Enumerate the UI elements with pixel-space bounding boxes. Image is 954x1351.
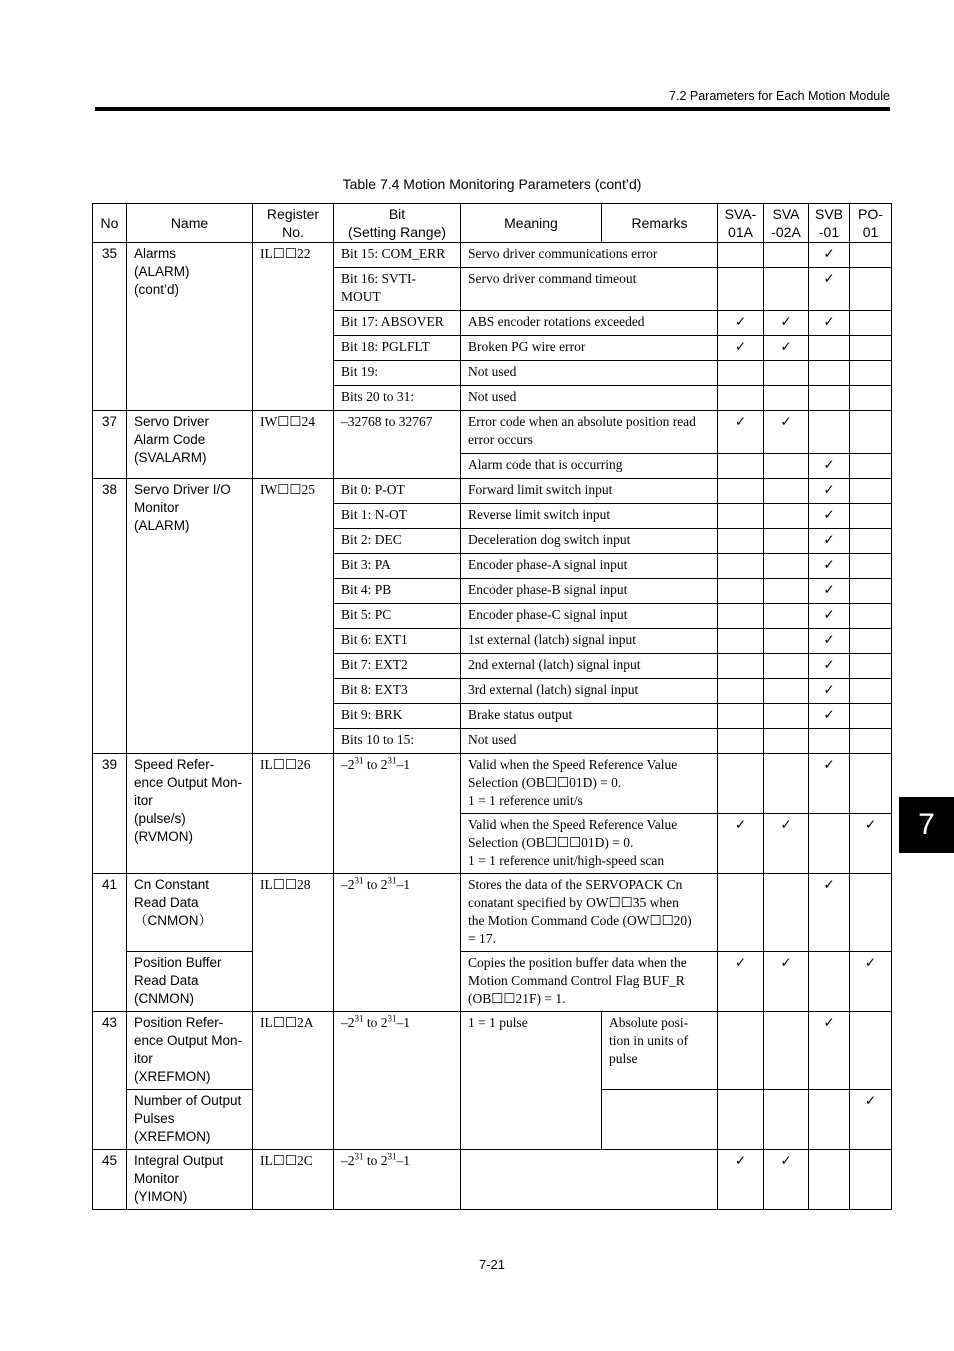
check-sva01a: ✓ <box>718 814 764 874</box>
check-svb01: ✓ <box>809 454 850 479</box>
param-name <box>127 874 253 952</box>
meaning-cell: Encoder phase-C signal input <box>461 604 718 629</box>
range-suffix: –1 <box>396 877 411 892</box>
check-sva01a: ✓ <box>718 411 764 454</box>
check-po01 <box>850 386 892 411</box>
name-line: Cn Constant <box>134 877 210 892</box>
check-svb01: ✓ <box>809 754 850 814</box>
check-po01 <box>850 679 892 704</box>
col-header-line: 01 <box>862 224 879 240</box>
range-exp: 31 <box>387 1013 397 1024</box>
bit-range <box>334 1150 461 1210</box>
col-header-sva01a <box>718 204 764 243</box>
meaning-line: conatant specified by OW☐☐35 when <box>468 895 679 910</box>
check-po01 <box>850 629 892 654</box>
check-sva02a <box>764 243 809 268</box>
check-sva02a <box>764 268 809 311</box>
meaning-cell <box>461 814 718 874</box>
check-sva02a <box>764 454 809 479</box>
name-line: ence Output Mon- <box>134 1033 243 1048</box>
check-sva01a <box>718 654 764 679</box>
col-header-register-line: No. <box>282 224 304 240</box>
table-row <box>93 1012 892 1090</box>
check-sva01a: ✓ <box>718 311 764 336</box>
meaning-cell <box>461 411 718 454</box>
check-sva01a <box>718 629 764 654</box>
check-svb01: ✓ <box>809 243 850 268</box>
param-no: 43 <box>93 1012 127 1150</box>
bit-cell: Bit 3: PA <box>334 554 461 579</box>
col-header-line: -01 <box>818 224 840 240</box>
col-header-sva02a <box>764 204 809 243</box>
name-line: Servo Driver I/O <box>134 482 231 497</box>
check-po01 <box>850 336 892 361</box>
check-po01 <box>850 268 892 311</box>
bit-cell: Bit 5: PC <box>334 604 461 629</box>
meaning-cell: Reverse limit switch input <box>461 504 718 529</box>
name-line: Position Refer- <box>134 1015 224 1030</box>
meaning-cell <box>461 952 718 1012</box>
param-name <box>127 411 253 479</box>
name-line: Monitor <box>134 500 180 515</box>
meaning-line: Stores the data of the SERVOPACK Cn <box>468 877 683 892</box>
meaning-line: 1 = 1 reference unit/s <box>468 793 583 808</box>
name-line: （CNMON） <box>134 913 212 928</box>
check-sva01a <box>718 361 764 386</box>
check-po01 <box>850 729 892 754</box>
param-no: 45 <box>93 1150 127 1210</box>
bit-cell: Bits 20 to 31: <box>334 386 461 411</box>
check-sva01a: ✓ <box>718 336 764 361</box>
check-sva01a <box>718 679 764 704</box>
check-po01 <box>850 704 892 729</box>
range-suffix: –1 <box>396 1015 411 1030</box>
table-row <box>93 479 892 504</box>
check-svb01: ✓ <box>809 654 850 679</box>
bit-range <box>334 1012 461 1150</box>
meaning-line: 1 = 1 reference unit/high-speed scan <box>468 853 665 868</box>
name-line: Servo Driver <box>134 414 210 429</box>
meaning-cell: 1 = 1 pulse <box>461 1012 602 1150</box>
register-no: IL☐☐2A <box>253 1012 334 1150</box>
name-line: (cont’d) <box>134 282 180 297</box>
check-svb01: ✓ <box>809 554 850 579</box>
range-prefix: –2 <box>341 757 355 772</box>
check-sva01a <box>718 704 764 729</box>
range-suffix: –1 <box>396 757 411 772</box>
check-po01: ✓ <box>850 952 892 1012</box>
check-sva01a <box>718 1012 764 1090</box>
meaning-cell <box>461 754 718 814</box>
check-sva02a <box>764 386 809 411</box>
meaning-line: Selection (OB☐☐01D) = 0. <box>468 775 622 790</box>
col-header-register-line: Register <box>266 206 320 222</box>
check-sva02a <box>764 874 809 952</box>
meaning-cell <box>461 874 718 952</box>
meaning-line: the Motion Command Code (OW☐☐20) <box>468 913 692 928</box>
param-no: 41 <box>93 874 127 1012</box>
bit-cell <box>334 268 461 311</box>
col-header-po01 <box>850 204 892 243</box>
name-line: Monitor <box>134 1171 180 1186</box>
range-exp: 31 <box>387 1151 397 1162</box>
check-po01 <box>850 411 892 454</box>
name-line: Alarm Code <box>134 432 206 447</box>
name-line: ence Output Mon- <box>134 775 243 790</box>
range-prefix: –2 <box>341 877 355 892</box>
param-name <box>127 952 253 1012</box>
check-sva01a <box>718 504 764 529</box>
check-svb01: ✓ <box>809 1012 850 1090</box>
bit-cell: Bit 6: EXT1 <box>334 629 461 654</box>
col-header-remarks: Remarks <box>602 204 718 243</box>
chapter-tab: 7 <box>899 797 954 853</box>
check-po01 <box>850 554 892 579</box>
check-sva02a <box>764 504 809 529</box>
header-rule <box>95 107 890 111</box>
table-caption: Table 7.4 Motion Monitoring Parameters (cont’d) <box>342 176 642 192</box>
register-no: IW☐☐25 <box>253 479 334 754</box>
name-line: Speed Refer- <box>134 757 215 772</box>
bit-range <box>334 754 461 874</box>
name-line: Alarms <box>134 246 177 261</box>
remarks-line: tion in units of <box>609 1033 689 1048</box>
col-header-line: -02A <box>771 224 801 240</box>
bit-cell: Bit 7: EXT2 <box>334 654 461 679</box>
col-header-name: Name <box>127 204 253 243</box>
meaning-cell: 1st external (latch) signal input <box>461 629 718 654</box>
check-sva01a <box>718 874 764 952</box>
meaning-line: error occurs <box>468 432 533 447</box>
remarks-cell <box>602 1090 718 1150</box>
meaning-line: Motion Command Control Flag BUF_R <box>468 973 685 988</box>
check-sva01a <box>718 454 764 479</box>
name-line: Pulses <box>134 1111 175 1126</box>
check-sva02a <box>764 729 809 754</box>
col-header-line: PO- <box>858 206 883 222</box>
register-no: IL☐☐22 <box>253 243 334 411</box>
check-po01: ✓ <box>850 1090 892 1150</box>
check-svb01: ✓ <box>809 579 850 604</box>
meaning-line: = 17. <box>468 931 496 946</box>
name-line: Read Data <box>134 895 199 910</box>
meaning-cell: Brake status output <box>461 704 718 729</box>
col-header-bit <box>334 204 461 243</box>
meaning-cell: ABS encoder rotations exceeded <box>461 311 718 336</box>
range-exp: 31 <box>354 1151 364 1162</box>
bit-cell: Bit 19: <box>334 361 461 386</box>
check-svb01 <box>809 952 850 1012</box>
remarks-cell <box>602 1012 718 1090</box>
bit-cell: Bits 10 to 15: <box>334 729 461 754</box>
col-header-line: SVA <box>772 206 800 222</box>
col-header-line: 01A <box>728 224 753 240</box>
range-prefix: –2 <box>341 1015 355 1030</box>
col-header-no: No <box>93 204 127 243</box>
page-number: 7-21 <box>478 1257 506 1272</box>
meaning-cell: 2nd external (latch) signal input <box>461 654 718 679</box>
check-svb01 <box>809 361 850 386</box>
range-suffix: –1 <box>396 1153 411 1168</box>
check-sva02a: ✓ <box>764 814 809 874</box>
meaning-cell <box>461 1150 718 1210</box>
check-sva01a <box>718 1090 764 1150</box>
check-po01 <box>850 479 892 504</box>
meaning-cell: Not used <box>461 361 718 386</box>
check-svb01 <box>809 1150 850 1210</box>
register-no: IL☐☐28 <box>253 874 334 1012</box>
bit-cell: Bit 1: N-OT <box>334 504 461 529</box>
table-row <box>93 1150 892 1210</box>
check-po01 <box>850 454 892 479</box>
check-svb01 <box>809 411 850 454</box>
param-name <box>127 1150 253 1210</box>
remarks-line: pulse <box>609 1051 638 1066</box>
meaning-cell: Servo driver communications error <box>461 243 718 268</box>
check-sva02a: ✓ <box>764 336 809 361</box>
bit-cell: Bit 15: COM_ERR <box>334 243 461 268</box>
check-po01 <box>850 504 892 529</box>
name-line: (ALARM) <box>134 264 190 279</box>
meaning-cell: Encoder phase-A signal input <box>461 554 718 579</box>
check-sva01a <box>718 479 764 504</box>
check-sva01a <box>718 554 764 579</box>
param-no: 37 <box>93 411 127 479</box>
check-svb01 <box>809 1090 850 1150</box>
meaning-line: Error code when an absolute position read <box>468 414 696 429</box>
col-header-bit-line: (Setting Range) <box>347 224 447 240</box>
check-po01 <box>850 604 892 629</box>
name-line: (XREFMON) <box>134 1129 211 1144</box>
check-sva02a <box>764 1012 809 1090</box>
bit-cell: –32768 to 32767 <box>334 411 461 479</box>
table-row <box>93 754 892 814</box>
check-svb01: ✓ <box>809 529 850 554</box>
bit-cell: Bit 8: EXT3 <box>334 679 461 704</box>
range-exp: 31 <box>387 755 397 766</box>
col-header-register <box>253 204 334 243</box>
motion-monitoring-parameters-table <box>92 203 892 1210</box>
check-svb01 <box>809 336 850 361</box>
check-sva02a <box>764 579 809 604</box>
check-sva02a: ✓ <box>764 952 809 1012</box>
check-po01 <box>850 1012 892 1090</box>
check-sva02a <box>764 754 809 814</box>
meaning-cell: Not used <box>461 386 718 411</box>
range-mid: to 2 <box>363 877 388 892</box>
check-sva01a <box>718 729 764 754</box>
check-po01 <box>850 654 892 679</box>
check-po01: ✓ <box>850 814 892 874</box>
meaning-cell: Encoder phase-B signal input <box>461 579 718 604</box>
check-sva01a <box>718 529 764 554</box>
table-row <box>93 243 892 268</box>
check-po01 <box>850 311 892 336</box>
check-sva02a <box>764 529 809 554</box>
range-mid: to 2 <box>363 1153 388 1168</box>
name-line: (XREFMON) <box>134 1069 211 1084</box>
check-sva02a <box>764 361 809 386</box>
name-line: (ALARM) <box>134 518 190 533</box>
check-po01 <box>850 874 892 952</box>
bit-cell: Bit 18: PGLFLT <box>334 336 461 361</box>
meaning-cell: Alarm code that is occurring <box>461 454 718 479</box>
bit-cell: Bit 4: PB <box>334 579 461 604</box>
header-row <box>93 204 892 243</box>
col-header-line: SVA- <box>724 206 757 222</box>
check-svb01 <box>809 814 850 874</box>
check-sva02a <box>764 604 809 629</box>
range-exp: 31 <box>354 755 364 766</box>
bit-line: MOUT <box>341 289 381 304</box>
check-sva02a: ✓ <box>764 1150 809 1210</box>
name-line: Read Data <box>134 973 199 988</box>
check-sva01a: ✓ <box>718 1150 764 1210</box>
check-sva01a <box>718 268 764 311</box>
check-svb01: ✓ <box>809 311 850 336</box>
check-sva01a <box>718 754 764 814</box>
name-line: (CNMON) <box>134 991 194 1006</box>
bit-line: Bit 16: SVTI- <box>341 271 417 286</box>
name-line: Number of Output <box>134 1093 242 1108</box>
check-svb01: ✓ <box>809 268 850 311</box>
register-no: IL☐☐26 <box>253 754 334 874</box>
check-sva01a <box>718 579 764 604</box>
remarks-line: Absolute posi- <box>609 1015 689 1030</box>
meaning-line: Copies the position buffer data when the <box>468 955 687 970</box>
range-prefix: –2 <box>341 1153 355 1168</box>
bit-cell: Bit 9: BRK <box>334 704 461 729</box>
check-svb01: ✓ <box>809 874 850 952</box>
check-po01 <box>850 361 892 386</box>
section-header: 7.2 Parameters for Each Motion Module <box>669 89 890 103</box>
check-sva02a <box>764 554 809 579</box>
check-po01 <box>850 579 892 604</box>
range-mid: to 2 <box>363 757 388 772</box>
bit-cell: Bit 0: P-OT <box>334 479 461 504</box>
check-sva01a <box>718 386 764 411</box>
check-po01 <box>850 1150 892 1210</box>
meaning-cell: Not used <box>461 729 718 754</box>
name-line: itor <box>134 1051 153 1066</box>
name-line: (pulse/s) <box>134 811 186 826</box>
check-sva02a <box>764 704 809 729</box>
check-sva02a <box>764 1090 809 1150</box>
param-no: 38 <box>93 479 127 754</box>
check-svb01 <box>809 386 850 411</box>
check-sva02a <box>764 479 809 504</box>
param-name <box>127 754 253 874</box>
table-row <box>93 411 892 454</box>
check-sva01a <box>718 604 764 629</box>
check-svb01: ✓ <box>809 504 850 529</box>
check-svb01: ✓ <box>809 604 850 629</box>
table-row <box>93 874 892 952</box>
name-line: (SVALARM) <box>134 450 207 465</box>
check-svb01: ✓ <box>809 679 850 704</box>
meaning-cell: Forward limit switch input <box>461 479 718 504</box>
table-row <box>93 952 892 1012</box>
bit-cell: Bit 2: DEC <box>334 529 461 554</box>
col-header-line: SVB <box>814 206 843 222</box>
col-header-meaning: Meaning <box>461 204 602 243</box>
register-no: IW☐☐24 <box>253 411 334 479</box>
meaning-line: Valid when the Speed Reference Value <box>468 817 678 832</box>
col-header-bit-line: Bit <box>388 206 406 222</box>
name-line: (RVMON) <box>134 829 193 844</box>
check-sva02a <box>764 629 809 654</box>
meaning-cell: 3rd external (latch) signal input <box>461 679 718 704</box>
check-sva01a: ✓ <box>718 952 764 1012</box>
check-po01 <box>850 754 892 814</box>
check-sva02a <box>764 654 809 679</box>
check-sva01a <box>718 243 764 268</box>
name-line: itor <box>134 793 153 808</box>
name-line: Integral Output <box>134 1153 224 1168</box>
bit-range <box>334 874 461 1012</box>
meaning-line: Valid when the Speed Reference Value <box>468 757 678 772</box>
meaning-line: (OB☐☐21F) = 1. <box>468 991 566 1006</box>
name-line: Position Buffer <box>134 955 222 970</box>
range-exp: 31 <box>387 875 397 886</box>
param-name <box>127 479 253 754</box>
register-no: IL☐☐2C <box>253 1150 334 1210</box>
check-sva02a: ✓ <box>764 411 809 454</box>
meaning-cell: Servo driver command timeout <box>461 268 718 311</box>
range-mid: to 2 <box>363 1015 388 1030</box>
check-svb01: ✓ <box>809 629 850 654</box>
check-po01 <box>850 529 892 554</box>
param-name <box>127 1090 253 1150</box>
range-exp: 31 <box>354 875 364 886</box>
param-no: 35 <box>93 243 127 411</box>
range-exp: 31 <box>354 1013 364 1024</box>
param-name <box>127 243 253 411</box>
bit-cell: Bit 17: ABSOVER <box>334 311 461 336</box>
meaning-cell: Deceleration dog switch input <box>461 529 718 554</box>
param-no: 39 <box>93 754 127 874</box>
meaning-cell: Broken PG wire error <box>461 336 718 361</box>
check-sva02a: ✓ <box>764 311 809 336</box>
param-name <box>127 1012 253 1090</box>
check-svb01: ✓ <box>809 704 850 729</box>
check-svb01 <box>809 729 850 754</box>
name-line: (YIMON) <box>134 1189 188 1204</box>
check-svb01: ✓ <box>809 479 850 504</box>
check-sva02a <box>764 679 809 704</box>
check-po01 <box>850 243 892 268</box>
col-header-svb01 <box>809 204 850 243</box>
meaning-line: Selection (OB☐☐☐01D) = 0. <box>468 835 634 850</box>
